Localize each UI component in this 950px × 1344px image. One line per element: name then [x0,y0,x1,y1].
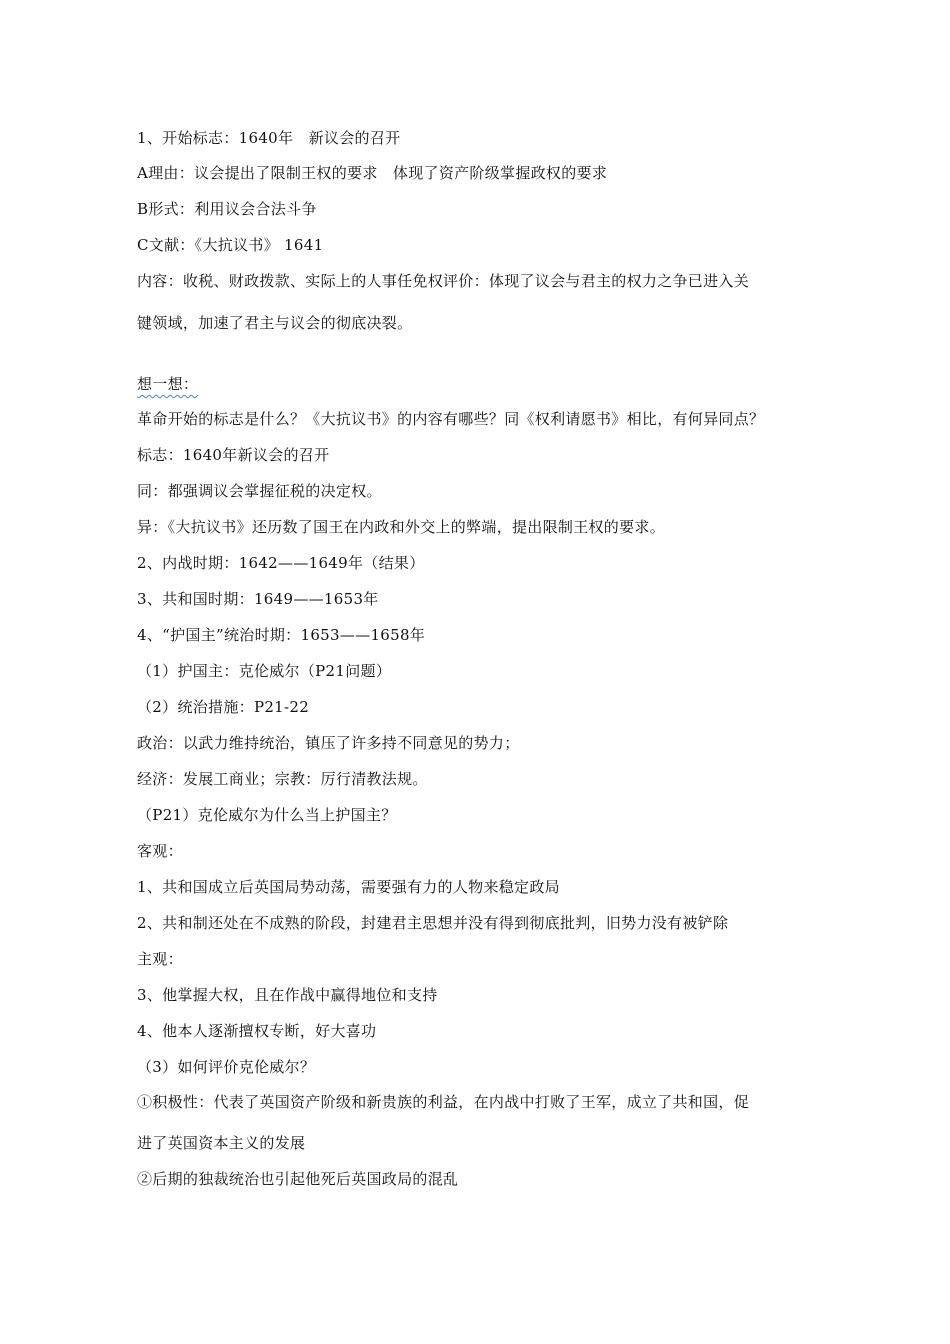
text-line: 2、共和制还处在不成熟的阶段，封建君主思想并没有得到彻底批判，旧势力没有被铲除 [137,914,729,932]
text-line: 经济：发展工商业；宗教：厉行清教法规。 [137,770,428,788]
text-line: 3、他掌握大权，且在作战中赢得地位和支持 [137,986,438,1004]
text-line: 同：都强调议会掌握征税的决定权。 [137,482,382,500]
text-line: C文献：《大抗议书》 1641 [137,236,324,254]
text-line: 键领域，加速了君主与议会的彻底决裂。 [137,314,413,332]
text-line: 标志：1640年新议会的召开 [137,446,330,464]
text-line: 4、他本人逐渐擅权专断，好大喜功 [137,1022,377,1040]
text-line: 1、共和国成立后英国局势动荡，需要强有力的人物来稳定政局 [137,878,560,896]
text-line: A理由：议会提出了限制王权的要求 体现了资产阶级掌握政权的要求 [137,164,608,182]
text-line: 进了英国资本主义的发展 [137,1134,306,1152]
text-line: 1、开始标志：1640年 新议会的召开 [137,129,401,147]
text-line: ②后期的独裁统治也引起他死后英国政局的混乱 [137,1170,459,1188]
text-line: 主观： [137,950,183,968]
text-line: 3、共和国时期：1649——1653年 [137,590,379,608]
text-line: （P21）克伦威尔为什么当上护国主？ [137,806,397,824]
text-line: B形式：利用议会合法斗争 [137,200,317,218]
text-line: （1）护国主：克伦威尔（P21问题） [137,662,392,680]
text-line: （2）统治措施：P21-22 [137,698,310,716]
text-line: （3）如何评价克伦威尔？ [137,1058,316,1076]
text-line: 2、内战时期：1642——1649年（结果） [137,554,425,572]
text-line: 客观： [137,842,183,860]
text-line: 政治：以武力维持统治，镇压了许多持不同意见的势力； [137,734,520,752]
text-line: ①积极性：代表了英国资产阶级和新贵族的利益，在内战中打败了王军，成立了共和国，促 [137,1093,750,1111]
text-line: 4、“护国主”统治时期：1653——1658年 [137,626,426,644]
text-line: 内容：收税、财政拨款、实际上的人事任免权评价：体现了议会与君主的权力之争已进入关 [137,272,750,290]
text-line: 革命开始的标志是什么？《大抗议书》的内容有哪些？同《权利请愿书》相比，有何异同点？ [137,410,765,428]
text-line: 异：《大抗议书》还历数了国王在内政和外交上的弊端，提出限制王权的要求。 [137,518,666,536]
section-heading: 想一想： [137,375,199,393]
